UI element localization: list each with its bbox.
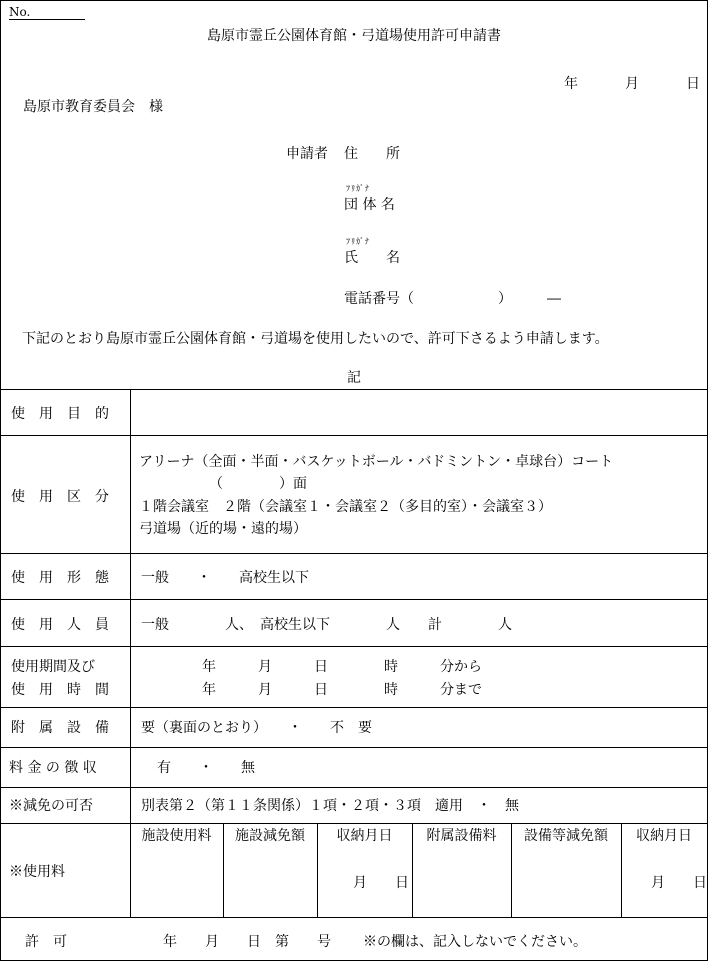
fee-label: ※使用料: [9, 864, 65, 880]
fee-col-receipt-date-1: 収納月日: [336, 828, 393, 844]
fee-col-receipt-date-2: 収納月日: [636, 828, 692, 844]
table-rule: [1, 823, 707, 824]
permit-value: 年 月 日 第 号: [163, 934, 331, 950]
reduction-value: 別表第２（第１１条関係）１項・２項・３項 適用 ・ 無: [141, 798, 519, 814]
table-rule: [1, 917, 707, 918]
equipment-value: 要（裏面のとおり） ・ 不 要: [141, 720, 372, 736]
category-meeting-rooms: １階会議室 ２階（会議室１・会議室２（多目的室）・会議室３）: [139, 499, 552, 515]
person-name-label: 氏 名: [344, 250, 400, 266]
fee-receipt-date-2-value: 月 日: [651, 875, 707, 891]
table-rule: [1, 707, 707, 708]
form-label: 使 用 形 態: [11, 570, 109, 586]
reduction-label: ※減免の可否: [9, 798, 93, 814]
phone-label: 電話番号（ ） ―: [344, 291, 561, 307]
number-label: No.: [9, 5, 31, 19]
category-label: 使 用 区 分: [11, 489, 109, 505]
period-to: 年 月 日 時 分まで: [202, 682, 482, 698]
form-title: 島原市霊丘公園体育館・弓道場使用許可申請書: [207, 28, 501, 44]
name-furigana: ﾌﾘｶﾞﾅ: [346, 237, 370, 246]
form-number: [9, 5, 85, 20]
request-statement: 下記のとおり島原市霊丘公園体育館・弓道場を使用したいので、許可下さるよう申請します。: [22, 331, 609, 347]
fee-collect-label: 料 金 の 徴 収: [9, 760, 97, 776]
period-from: 年 月 日 時 分から: [202, 659, 482, 675]
category-arena: アリーナ（全面・半面・バスケットボール・バドミントン・卓球台）コート: [139, 454, 614, 470]
date-day: 日: [686, 76, 700, 92]
date-month: 月: [625, 76, 639, 92]
table-rule: [1, 646, 707, 647]
category-archery: 弓道場（近的場・遠的場）: [139, 521, 307, 537]
category-courts: （ ）面: [209, 476, 307, 492]
fee-collect-value: 有 ・ 無: [157, 760, 255, 776]
group-furigana: ﾌﾘｶﾞﾅ: [346, 184, 370, 193]
equipment-label: 附 属 設 備: [11, 720, 109, 736]
people-value: 一般 人、 高校生以下 人 計 人: [141, 617, 512, 633]
table-rule: [1, 435, 707, 436]
table-rule: [1, 599, 707, 600]
addressee: 島原市教育委員会 様: [23, 99, 163, 115]
fee-col-equipment: 附属設備料: [426, 828, 497, 844]
fee-receipt-date-1-value: 月 日: [353, 875, 409, 891]
ki-heading: 記: [347, 370, 361, 386]
permit-note: ※の欄は、記入しないでください。: [363, 934, 587, 950]
table-rule: [1, 747, 707, 748]
fee-col-facility-reduction: 施設減免額: [235, 828, 305, 844]
people-label: 使 用 人 員: [11, 617, 109, 633]
table-rule: [1, 787, 707, 788]
permit-label: 許 可: [25, 934, 67, 950]
purpose-label: 使 用 目 的: [11, 406, 109, 422]
period-label-2: 使 用 時 間: [11, 682, 109, 698]
form-value: 一般 ・ 高校生以下: [141, 570, 309, 586]
address-label: 住 所: [344, 146, 400, 162]
fee-col-equipment-reduction: 設備等減免額: [524, 828, 608, 844]
applicant-label: 申請者: [286, 146, 328, 162]
table-rule: [1, 389, 707, 390]
period-label-1: 使用期間及び: [11, 659, 95, 675]
date-year: 年: [564, 76, 578, 92]
fee-col-facility: 施設使用料: [141, 828, 212, 844]
group-name-label: 団 体 名: [344, 197, 395, 213]
table-rule: [1, 553, 707, 554]
